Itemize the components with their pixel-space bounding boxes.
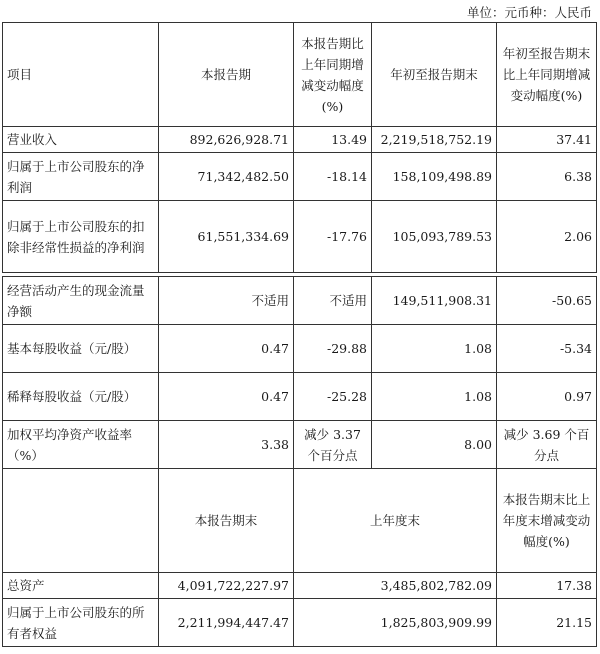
row-ytd: 2,219,518,752.19 xyxy=(372,127,497,153)
table-row xyxy=(3,153,597,201)
row-item: 稀释每股收益（元/股） xyxy=(3,373,159,421)
row-item: 归属于上市公司股东的净利润 xyxy=(3,153,159,201)
table-row xyxy=(3,201,597,273)
row-period: 0.47 xyxy=(159,325,294,373)
row-period: 71,342,482.50 xyxy=(159,153,294,201)
row-ytd-change: 减少 3.69 个百分点 xyxy=(497,421,597,469)
header-item: 项目 xyxy=(3,23,159,127)
header2-period-end: 本报告期末 xyxy=(159,469,294,573)
row-end: 2,211,994,447.47 xyxy=(159,599,294,647)
table-header-row xyxy=(3,23,597,127)
table-row xyxy=(3,373,597,421)
table-row xyxy=(3,127,597,153)
row-ytd-change: 2.06 xyxy=(497,201,597,273)
row-ytd: 105,093,789.53 xyxy=(372,201,497,273)
row-ytd-change: -5.34 xyxy=(497,325,597,373)
row-period: 0.47 xyxy=(159,373,294,421)
row-period-change: -25.28 xyxy=(294,373,372,421)
row-item: 归属于上市公司股东的所有者权益 xyxy=(3,599,159,647)
row-period: 不适用 xyxy=(159,277,294,325)
table-row xyxy=(3,573,597,599)
row-item: 经营活动产生的现金流量净额 xyxy=(3,277,159,325)
header-period: 本报告期 xyxy=(159,23,294,127)
table-row xyxy=(3,421,597,469)
row-ytd: 149,511,908.31 xyxy=(372,277,497,325)
header-ytd-change: 年初至报告期末比上年同期增减变动幅度(%) xyxy=(497,23,597,127)
row-period-change: -17.76 xyxy=(294,201,372,273)
row-ytd-change: 0.97 xyxy=(497,373,597,421)
row-ytd-change: -50.65 xyxy=(497,277,597,325)
row-ytd: 1.08 xyxy=(372,325,497,373)
row-ytd-change: 6.38 xyxy=(497,153,597,201)
row-prev-end: 1,825,803,909.99 xyxy=(294,599,497,647)
row-change: 21.15 xyxy=(497,599,597,647)
row-period-change: 13.49 xyxy=(294,127,372,153)
financial-table xyxy=(2,22,597,647)
table-header-row-2 xyxy=(3,469,597,573)
row-item: 归属于上市公司股东的扣除非经常性损益的净利润 xyxy=(3,201,159,273)
header-period-change: 本报告期比上年同期增减变动幅度(%) xyxy=(294,23,372,127)
row-period-change: 减少 3.37 个百分点 xyxy=(294,421,372,469)
row-change: 17.38 xyxy=(497,573,597,599)
header2-prev-year-end: 上年度末 xyxy=(294,469,497,573)
row-item: 基本每股收益（元/股） xyxy=(3,325,159,373)
row-item: 加权平均净资产收益率（%） xyxy=(3,421,159,469)
row-ytd: 158,109,498.89 xyxy=(372,153,497,201)
header2-item xyxy=(3,469,159,573)
header2-change: 本报告期末比上年度末增减变动幅度(%) xyxy=(497,469,597,573)
header-ytd: 年初至报告期末 xyxy=(372,23,497,127)
table-row xyxy=(3,277,597,325)
row-prev-end: 3,485,802,782.09 xyxy=(294,573,497,599)
row-period-change: -18.14 xyxy=(294,153,372,201)
row-item: 营业收入 xyxy=(3,127,159,153)
row-period: 3.38 xyxy=(159,421,294,469)
table-row xyxy=(3,599,597,647)
row-ytd: 1.08 xyxy=(372,373,497,421)
row-period-change: -29.88 xyxy=(294,325,372,373)
table-row xyxy=(3,325,597,373)
row-ytd: 8.00 xyxy=(372,421,497,469)
row-period: 892,626,928.71 xyxy=(159,127,294,153)
row-end: 4,091,722,227.97 xyxy=(159,573,294,599)
row-period: 61,551,334.69 xyxy=(159,201,294,273)
unit-label: 单位：元币种：人民币 xyxy=(466,5,592,20)
row-item: 总资产 xyxy=(3,573,159,599)
row-period-change: 不适用 xyxy=(294,277,372,325)
row-ytd-change: 37.41 xyxy=(497,127,597,153)
